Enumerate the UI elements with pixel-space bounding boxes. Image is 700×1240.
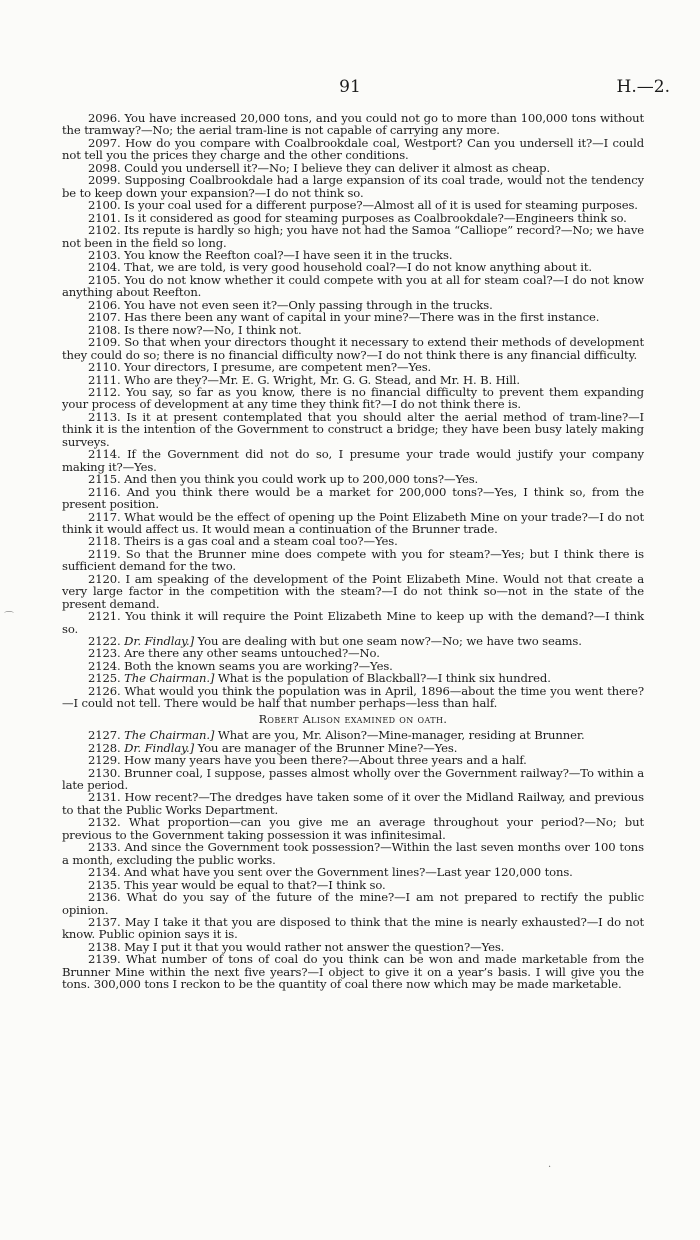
question-answer-text: Is it at present contemplated that you should alter the aerial method of tram-line?—I think it is the intention of the Government to construct a bridge; they have been busy lately making surveys.	[62, 409, 644, 449]
question-answer-text: If the Government did not do so, I presume your trade would justify your company making it?—Yes.	[62, 447, 644, 474]
question-number: 2138.	[88, 939, 121, 954]
question-number: 2100.	[88, 198, 121, 213]
testimony-paragraph	[62, 916, 644, 941]
question-number: 2115.	[88, 472, 121, 487]
question-number: 2116.	[88, 484, 121, 499]
question-answer-text: How many years have you been there?—About three years and a half.	[124, 753, 527, 768]
testimony-paragraph	[62, 448, 644, 473]
question-answer-text: You do not know whether it could compete with you at all for steam coal?—I do not know anything about Reefton.	[62, 272, 644, 300]
question-number: 2131.	[88, 790, 121, 805]
question-answer-text: Your directors, I presume, are competent men?—Yes.	[124, 360, 432, 375]
question-number: 2113.	[88, 409, 121, 424]
question-number: 2135.	[88, 877, 121, 892]
question-answer-text: You are dealing with but one seam now?—No; we have two seams.	[197, 634, 582, 649]
testimony-paragraph	[62, 224, 644, 249]
question-answer-text: That, we are told, is very good household coal?—I do not know anything about it.	[124, 260, 592, 275]
question-number: 2102.	[88, 223, 121, 238]
question-answer-text: What number of tons of coal do you think can be won and made marketable from the Brunner Mine within the next five years?—I object to give it on a year’s basis. I will give you the tons. 300,000 tons I reckon to be the quantity of coal there now which may be made marketable.	[62, 952, 644, 992]
question-answer-text: What proportion—can you give me an average throughout your period?—No; but previous to the Government taking possession it was infinitesimal.	[62, 815, 644, 842]
question-number: 2108.	[88, 322, 121, 337]
question-answer-text: You know the Reefton coal?—I have seen it in the trucks.	[124, 247, 453, 262]
question-number: 2119.	[88, 546, 121, 561]
question-answer-text: Supposing Coalbrookdale had a large expansion of its coal trade, would not the tendency be to keep down your expansion?—I do not think so.	[62, 173, 644, 200]
question-answer-text: Its repute is hardly so high; you have not had the Samoa “Calliope” record?—No; we have not been in the field so long.	[62, 223, 644, 250]
question-answer-text: Has there been any want of capital in your mine?—There was in the first instance.	[124, 310, 600, 325]
question-number: 2125.	[88, 671, 121, 686]
question-number: 2124.	[88, 658, 121, 673]
question-number: 2123.	[88, 646, 121, 661]
question-answer-text: This year would be equal to that?—I think so.	[124, 877, 386, 892]
testimony-paragraph	[62, 112, 644, 137]
testimony-paragraph	[62, 548, 644, 573]
question-answer-text: Theirs is a gas coal and a steam coal too?—Yes.	[124, 534, 398, 549]
testimony-paragraph	[62, 610, 644, 635]
speaker-label: Dr. Findlay.]	[124, 634, 195, 649]
question-number: 2134.	[88, 865, 121, 880]
question-answer-text: What would be the effect of opening up the Point Elizabeth Mine on your trade?—I do not think it would affect us. It would mean a continuation of the Brunner trade.	[62, 509, 644, 536]
question-answer-text: And since the Government took possession?—Within the last seven months over 100 tons a month, excluding the public works.	[62, 840, 644, 867]
question-answer-text: What is the population of Blackball?—I think six hundred.	[217, 671, 551, 686]
testimony-paragraph	[62, 953, 644, 990]
question-number: 2130.	[88, 765, 121, 780]
testimony-paragraph	[62, 841, 644, 866]
testimony-paragraph	[62, 486, 644, 511]
question-number: 2127.	[88, 728, 121, 743]
testimony-paragraph	[62, 336, 644, 361]
testimony-paragraph	[62, 411, 644, 448]
question-answer-text: May I put it that you would rather not answer the question?—Yes.	[124, 939, 505, 954]
question-number: 2139.	[88, 952, 121, 967]
question-number: 2133.	[88, 840, 121, 855]
testimony-part-2	[62, 729, 644, 991]
question-answer-text: You are manager of the Brunner Mine?—Yes.	[197, 740, 458, 755]
page-body	[62, 112, 644, 991]
question-number: 2117.	[88, 509, 121, 524]
question-answer-text: And then you think you could work up to 200,000 tons?—Yes.	[124, 472, 479, 487]
testimony-paragraph	[62, 685, 644, 710]
question-answer-text: Both the known seams you are working?—Yes.	[124, 658, 393, 673]
question-answer-text: And what have you sent over the Government lines?—Last year 120,000 tons.	[124, 865, 573, 880]
question-number: 2101.	[88, 210, 121, 225]
question-number: 2106.	[88, 297, 121, 312]
testimony-paragraph	[62, 511, 644, 536]
question-answer-text: You think it will require the Point Elizabeth Mine to keep up with the demand?—I think so.	[62, 609, 644, 636]
question-number: 2111.	[88, 372, 121, 387]
question-number: 2112.	[88, 384, 121, 399]
question-answer-text: Is it considered as good for steaming purposes as Coalbrookdale?—Engineers think so.	[124, 210, 627, 225]
question-answer-text: Could you undersell it?—No; I believe they can deliver it almost as cheap.	[124, 160, 551, 175]
question-number: 2110.	[88, 360, 121, 375]
question-number: 2132.	[88, 815, 121, 830]
testimony-paragraph	[62, 816, 644, 841]
question-answer-text: Brunner coal, I suppose, passes almost wholly over the Government railway?—To within a late period.	[62, 765, 644, 793]
question-number: 2098.	[88, 160, 121, 175]
testimony-paragraph	[62, 791, 644, 816]
question-number: 2114.	[88, 447, 121, 462]
question-answer-text: So that when your directors thought it necessary to extend their methods of development they could do so; there is no financial difficulty now?—I do not think there is any financial difficulty.	[62, 335, 644, 362]
question-answer-text: Are there any other seams untouched?—No.	[124, 646, 380, 661]
question-answer-text: Is there now?—No, I think not.	[124, 322, 302, 337]
question-number: 2129.	[88, 753, 121, 768]
question-answer-text: How do you compare with Coalbrookdale coal, Westport? Can you undersell it?—I could not tell you the prices they charge and the other conditions.	[62, 135, 644, 163]
question-answer-text: What would you think the population was in April, 1896—about the time you went there?—I could not tell. There would be half that number perhaps—less than half.	[62, 683, 644, 711]
question-number: 2107.	[88, 310, 121, 325]
testimony-paragraph	[62, 891, 644, 916]
witness-heading: Robert Alison examined on oath.	[258, 712, 448, 726]
question-answer-text: I am speaking of the development of the Point Elizabeth Mine. Would not that create a very large factor in the competition with the steam?—I do not think so—not in the state of the present demand.	[62, 571, 644, 611]
question-number: 2120.	[88, 571, 121, 586]
testimony-paragraph	[62, 573, 644, 610]
question-answer-text: What are you, Mr. Alison?—Mine-manager, residing at Brunner.	[217, 728, 585, 743]
page-number: 91	[339, 77, 361, 97]
question-number: 2137.	[88, 915, 121, 929]
question-number: 2136.	[88, 890, 121, 905]
question-answer-text: You say, so far as you know, there is no financial difficulty to prevent them expanding your process of development at any time they think fit?—I do not think there is.	[62, 384, 644, 412]
question-answer-text: You have increased 20,000 tons, and you could not go to more than 100,000 tons without the tramway?—No; the aerial tram-line is not capable of carrying any more.	[62, 111, 644, 138]
margin-mark: ⌒	[4, 612, 14, 623]
question-answer-text: Who are they?—Mr. E. G. Wright, Mr. G. G. Stead, and Mr. H. B. Hill.	[124, 372, 520, 387]
question-number: 2118.	[88, 534, 121, 549]
speaker-label: The Chairman.]	[124, 728, 215, 743]
question-number: 2128.	[88, 740, 121, 755]
testimony-paragraph	[62, 386, 644, 411]
question-answer-text: What do you say of the future of the mine?—I am not prepared to rectify the public opinion.	[62, 890, 644, 917]
question-number: 2122.	[88, 634, 121, 649]
question-number: 2097.	[88, 135, 121, 150]
speaker-label: Dr. Findlay.]	[124, 740, 195, 755]
question-answer-text: Is your coal used for a different purpose?—Almost all of it is used for steaming purposes.	[124, 198, 638, 213]
question-number: 2126.	[88, 683, 121, 698]
question-number: 2104.	[88, 260, 121, 275]
testimony-paragraph	[62, 174, 644, 199]
testimony-paragraph	[62, 274, 644, 299]
speaker-label: The Chairman.]	[124, 671, 215, 686]
document-reference: H.—2.	[616, 77, 670, 97]
question-number: 2096.	[88, 111, 121, 125]
testimony-paragraph	[62, 137, 644, 162]
question-number: 2109.	[88, 335, 121, 350]
question-answer-text: You have not even seen it?—Only passing through in the trucks.	[124, 297, 493, 312]
testimony-paragraph	[62, 767, 644, 792]
question-number: 2121.	[88, 609, 121, 624]
question-answer-text: May I take it that you are disposed to think that the mine is nearly exhausted?—I do not know. Public opinion says it is.	[62, 915, 644, 942]
question-number: 2103.	[88, 247, 121, 262]
margin-mark: ·	[548, 1162, 552, 1173]
testimony-part-1	[62, 112, 644, 710]
question-number: 2105.	[88, 272, 121, 287]
page-header	[0, 76, 700, 98]
question-answer-text: How recent?—The dredges have taken some of it over the Midland Railway, and previous to that the Public Works Department.	[62, 790, 644, 817]
question-answer-text: So that the Brunner mine does compete with you for steam?—Yes; but I think there is sufficient demand for the two.	[62, 546, 644, 574]
question-answer-text: And you think there would be a market for 200,000 tons?—Yes, I think so, from the present position.	[62, 484, 644, 512]
question-number: 2099.	[88, 173, 121, 188]
